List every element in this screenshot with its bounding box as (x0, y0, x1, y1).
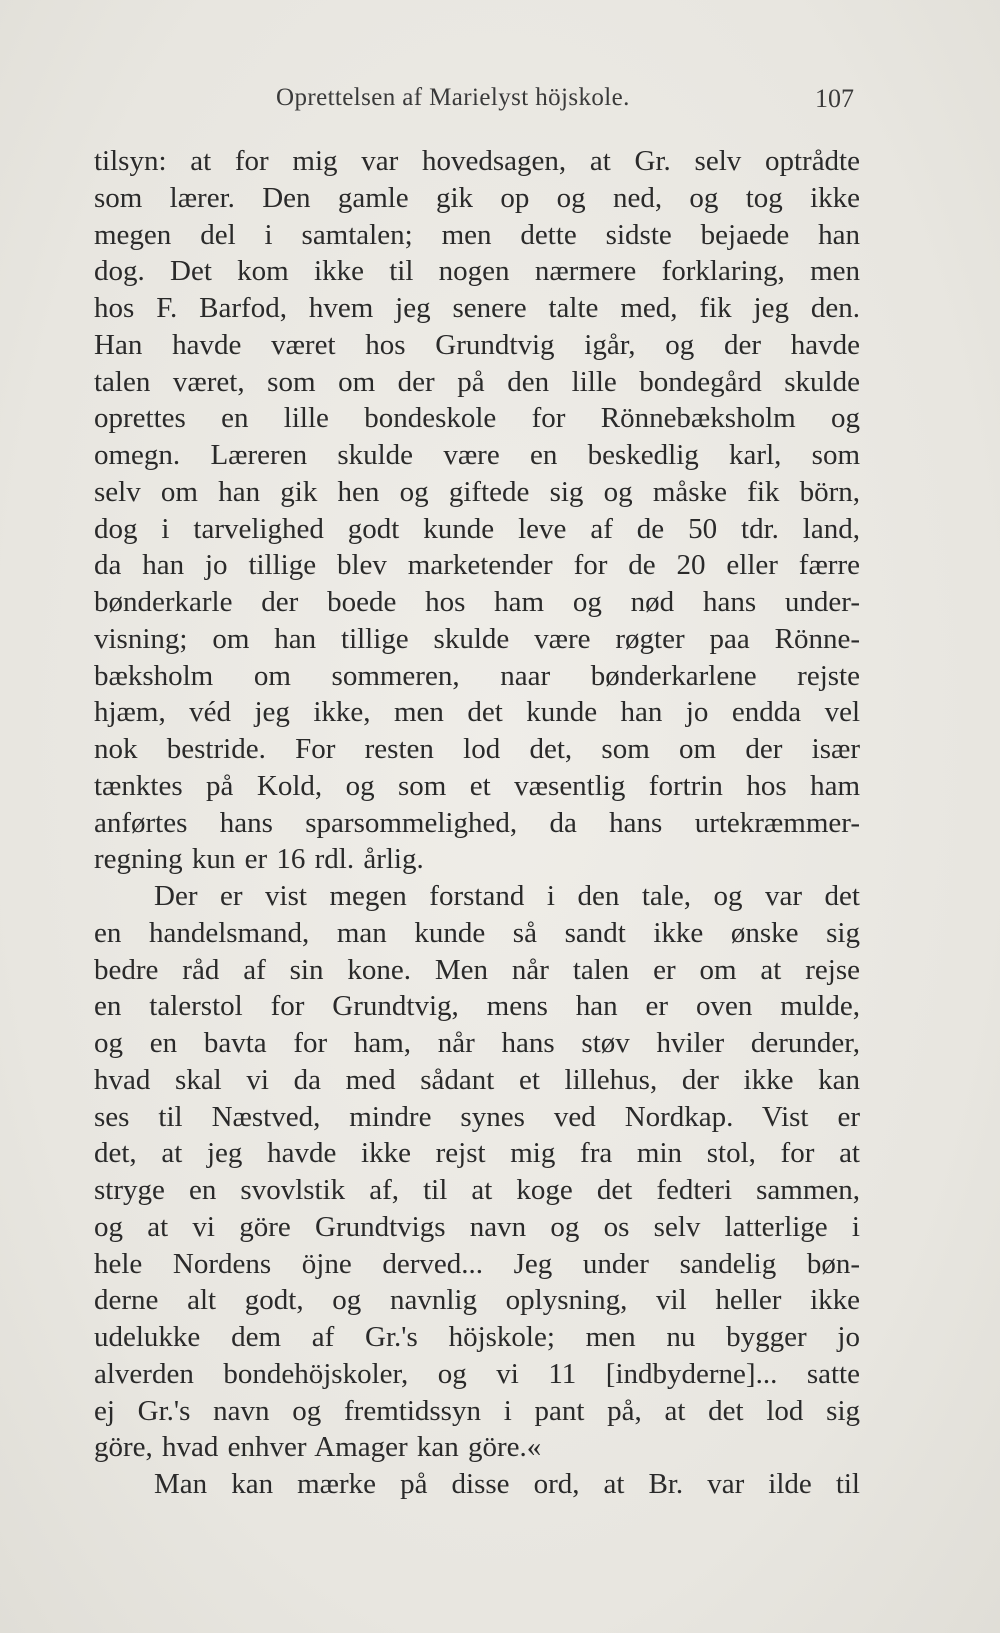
text-line: ej Gr.'s navn og fremtidssyn i pant på, at det lod sig (94, 1394, 860, 1427)
text-line: derne alt godt, og navnlig oplysning, vil heller ikke (94, 1284, 860, 1317)
text-line: tænktes på Kold, og som et væsentlig fortrin hos ham (94, 769, 860, 802)
text-line: bæksholm om sommeren, naar bønderkarlene rejste (94, 659, 860, 692)
text-line: megen del i samtalen; men dette sidste bejaede han (94, 218, 860, 251)
text-line: dog. Det kom ikke til nogen nærmere forklaring, men (94, 255, 860, 288)
page-number: 107 (815, 84, 854, 113)
text-line: dog i tarvelighed godt kunde leve af de 50 tdr. land, (94, 512, 860, 545)
text-line: og at vi göre Grundtvigs navn og os selv latterlige i (94, 1210, 860, 1243)
text-line: bønderkarle der boede hos ham og nød hans under- (94, 586, 860, 618)
text-line: da han jo tillige blev marketender for de 20 eller færre (94, 549, 860, 582)
text-line: det, at jeg havde ikke rejst mig fra min stol, for at (94, 1137, 860, 1170)
text-line: anførtes hans sparsommelighed, da hans urtekræmmer- (94, 806, 860, 839)
text-line: alverden bondehöjskoler, og vi 11 [indbyderne]... satte (94, 1357, 860, 1390)
text-line: tilsyn: at for mig var hovedsagen, at Gr. selv optrådte (94, 145, 860, 177)
text-line: en talerstol for Grundtvig, mens han er oven mulde, (94, 990, 860, 1023)
text-line: som lærer. Den gamle gik op og ned, og tog ikke (94, 181, 860, 214)
paragraph-end-line: regning kun er 16 rdl. årlig. (94, 843, 424, 876)
body-text (94, 143, 860, 1503)
text-line: en handelsmand, man kunde så sandt ikke ønske sig (94, 916, 860, 949)
text-line: hjæm, véd jeg ikke, men det kunde han jo endda vel (94, 696, 860, 729)
running-title: Oprettelsen af Marielyst höjskole. (276, 84, 630, 111)
paragraph-start-line: Der er vist megen forstand i den tale, og var det (154, 880, 860, 912)
text-line: oprettes en lille bondeskole for Rönnebæksholm og (94, 402, 860, 435)
running-header (94, 84, 854, 124)
text-line: ses til Næstved, mindre synes ved Nordkap. Vist er (94, 1100, 860, 1133)
text-line: bedre råd af sin kone. Men når talen er om at rejse (94, 953, 860, 986)
text-line: talen været, som om der på den lille bondegård skulde (94, 365, 860, 398)
text-line: omegn. Læreren skulde være en beskedlig karl, som (94, 439, 860, 471)
paragraph-end-line: göre, hvad enhver Amager kan göre.« (94, 1431, 542, 1464)
text-line: stryge en svovlstik af, til at koge det fedteri sammen, (94, 1174, 860, 1206)
text-line: nok bestride. For resten lod det, som om der især (94, 733, 860, 765)
paragraph-start-line: Man kan mærke på disse ord, at Br. var ilde til (154, 1468, 860, 1500)
text-line: selv om han gik hen og giftede sig og måske fik börn, (94, 475, 860, 508)
text-line: og en bavta for ham, når hans støv hviler derunder, (94, 1027, 860, 1059)
text-line: hele Nordens öjne derved... Jeg under sandelig bøn- (94, 1247, 860, 1280)
text-line: Han havde været hos Grundtvig igår, og der havde (94, 328, 860, 361)
text-line: udelukke dem af Gr.'s höjskole; men nu bygger jo (94, 1321, 860, 1353)
text-line: hvad skal vi da med sådant et lillehus, der ikke kan (94, 1063, 860, 1096)
text-line: hos F. Barfod, hvem jeg senere talte med, fik jeg den. (94, 292, 860, 324)
text-line: visning; om han tillige skulde være røgter paa Rönne- (94, 622, 860, 655)
